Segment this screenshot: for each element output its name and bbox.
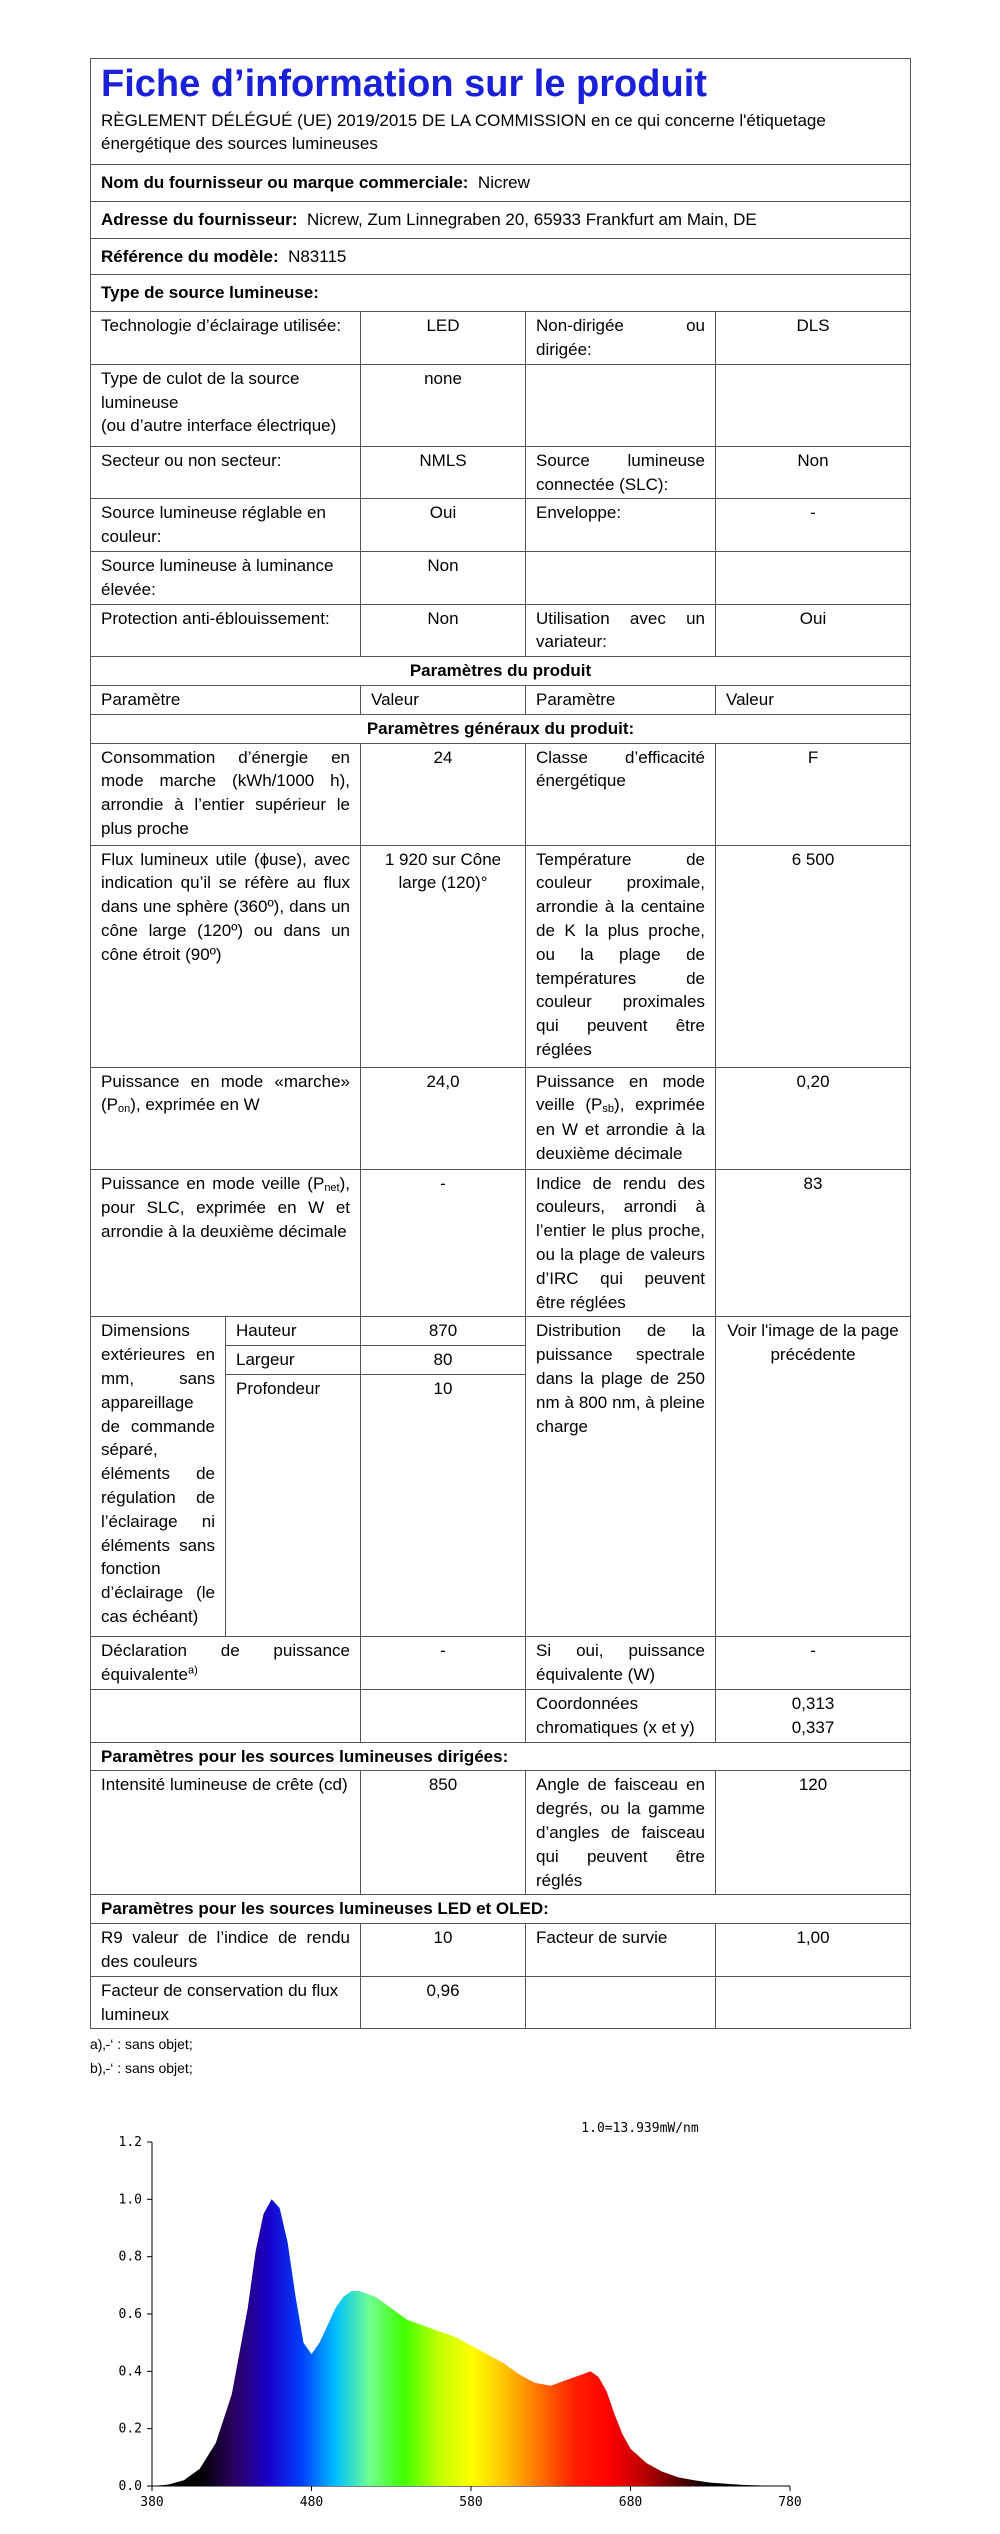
equivalent-power-value: - <box>361 1637 526 1690</box>
y-tick-label: 0.6 <box>118 2307 142 2322</box>
regulation-text: RÈGLEMENT DÉLÉGUÉ (UE) 2019/2015 DE LA COMMISSION en ce qui concerne l'étiquetage énergétique des sources lumineuses <box>101 110 826 154</box>
lumen-maintenance-label: Facteur de conservation du flux lumineux <box>91 1976 361 2029</box>
standby-power-value: 0,20 <box>716 1067 911 1169</box>
y-tick-label: 0.0 <box>118 2479 142 2494</box>
lumen-maintenance-value: 0,96 <box>361 1976 526 2029</box>
x-tick-label: 680 <box>618 2495 643 2510</box>
footnote-a: a)‚-‘ : sans objet; <box>90 2036 193 2053</box>
survival-factor-value: 1,00 <box>716 1924 911 1977</box>
peak-intensity-value: 850 <box>361 1771 526 1895</box>
supplier-address-label: Adresse du fournisseur: <box>101 209 298 229</box>
cap-label-2: (ou d’autre interface électrique) <box>101 416 337 436</box>
tech-value: LED <box>361 312 526 365</box>
slc-label: Source lumineuse connectée (SLC): <box>526 446 716 499</box>
spectrum-area <box>152 2199 790 2486</box>
column-header-param-2: Paramètre <box>526 686 716 715</box>
dimmer-label: Utilisation avec un variateur: <box>526 604 716 657</box>
survival-factor-label: Facteur de survie <box>526 1924 716 1977</box>
spd-value: Voir l'image de la page précédente <box>716 1317 911 1637</box>
chromaticity-value: 0,313 0,337 <box>716 1690 911 1743</box>
efficiency-class-label: Classe d’efficacité énergétique <box>526 743 716 845</box>
source-type-heading: Type de source lumineuse: <box>91 275 911 312</box>
standby-power-label: Puissance en mode veille $(P_{sb})$, exprimée en W et arrondie à la deuxième décimale <box>526 1067 716 1169</box>
y-tick-label: 0.4 <box>118 2364 142 2380</box>
dimensions-label: Dimensions extérieures en mm, sans appareillage de commande séparé, éléments de régulation de l’éclairage ni éléments sans fonction d’éclairage (le cas échéant) <box>91 1317 226 1637</box>
beam-angle-label: Angle de faisceau en degrés, ou la gamme d’angles de faisceau qui peuvent être réglés <box>526 1771 716 1895</box>
networked-standby-value: - <box>361 1169 526 1317</box>
cap-label: Type de culot de la source lumineuse <box>101 368 300 412</box>
column-header-value-2: Valeur <box>716 686 911 715</box>
energy-consumption-label: Consommation d’énergie en mode marche (kWh/1000 h), arrondie à l’entier supérieur le plus proche <box>91 743 361 845</box>
y-tick-label: 0.2 <box>118 2421 142 2437</box>
x-tick-label: 780 <box>778 2495 802 2510</box>
directional-params-heading: Paramètres pour les sources lumineuses dirigées: <box>91 1742 911 1771</box>
r9-label: R9 valeur de l’indice de rendu des couleurs <box>91 1924 361 1977</box>
chromaticity-label: Coordonnées chromatiques (x et y) <box>526 1690 716 1743</box>
column-header-value: Valeur <box>361 686 526 715</box>
product-params-heading: Paramètres du produit <box>91 657 911 686</box>
depth-label: Profondeur <box>226 1375 361 1637</box>
luminous-flux-label: Flux lumineux utile (ɸuse), avec indication qu’il se réfère au flux dans une sphère (360º), dans un cône large (120º) ou dans un cône étroit (90º) <box>91 845 361 1067</box>
supplier-name-value: Nicrew <box>477 173 530 193</box>
anti-glare-value: Non <box>361 604 526 657</box>
equivalent-power-label: Déclaration de puissance équivalente$^{a)}$ <box>91 1637 361 1690</box>
footnotes <box>90 2033 910 2081</box>
x-tick-label: 480 <box>299 2495 324 2510</box>
y-tick-label: 1.2 <box>118 2135 142 2150</box>
y-tick-label: 1.0 <box>118 2192 142 2208</box>
depth-value: 10 <box>361 1375 526 1637</box>
equivalent-watts-value: - <box>716 1637 911 1690</box>
general-params-heading: Paramètres généraux du produit: <box>91 714 911 743</box>
colour-tunable-label: Source lumineuse réglable en couleur: <box>91 499 361 552</box>
envelope-label: Enveloppe: <box>526 499 716 552</box>
model-value: N83115 <box>288 246 347 266</box>
networked-standby-label: Puissance en mode veille $(P_{net})$, pour SLC, exprimée en W et arrondie à la deuxième décimale <box>91 1169 361 1317</box>
y-tick-label: 0.8 <box>118 2249 142 2265</box>
colour-tunable-value: Oui <box>361 499 526 552</box>
on-mode-power-label: Puissance en mode «marche» $(P_{on})$, exprimée en W <box>91 1067 361 1169</box>
product-information-table <box>90 58 911 2029</box>
luminous-flux-value: 1 920 sur Cône large (120)° <box>361 845 526 1067</box>
spd-label: Distribution de la puissance spectrale dans la plage de 250 nm à 800 nm, à pleine charge <box>526 1317 716 1637</box>
mains-label: Secteur ou non secteur: <box>91 446 361 499</box>
slc-value: Non <box>716 446 911 499</box>
led-params-heading: Paramètres pour les sources lumineuses LED et OLED: <box>91 1895 911 1924</box>
height-label: Hauteur <box>226 1317 361 1346</box>
width-label: Largeur <box>226 1346 361 1375</box>
cri-value: 83 <box>716 1169 911 1317</box>
scale-annotation: 1.0=13.939mW/nm <box>581 2121 699 2136</box>
high-luminance-value: Non <box>361 552 526 605</box>
width-value: 80 <box>361 1346 526 1375</box>
tech-label: Technologie d’éclairage utilisée: <box>91 312 361 365</box>
on-mode-power-value: 24,0 <box>361 1067 526 1169</box>
footnote-b: b)‚-‘ : sans objet; <box>90 2060 193 2077</box>
energy-consumption-value: 24 <box>361 743 526 845</box>
directional-value: DLS <box>716 312 911 365</box>
x-tick-label: 380 <box>140 2495 164 2510</box>
mains-value: NMLS <box>361 446 526 499</box>
model-label: Référence du modèle: <box>101 246 279 266</box>
beam-angle-value: 120 <box>716 1771 911 1895</box>
efficiency-class-value: F <box>716 743 911 845</box>
r9-value: 10 <box>361 1924 526 1977</box>
supplier-name-label: Nom du fournisseur ou marque commerciale: <box>101 173 469 193</box>
supplier-address-value: Nicrew, Zum Linnegraben 20, 65933 Frankfurt am Main, DE <box>306 209 757 229</box>
x-tick-label: 580 <box>459 2495 483 2510</box>
cct-value: 6 500 <box>716 845 911 1067</box>
product-sheet <box>90 58 910 2081</box>
cap-value: none <box>361 364 526 446</box>
cri-label: Indice de rendu des couleurs, arrondi à l’entier le plus proche, ou la plage de valeurs d’IRC qui peuvent être réglées <box>526 1169 716 1317</box>
spectral-distribution-chart <box>90 2120 810 2520</box>
column-header-param: Paramètre <box>91 686 361 715</box>
anti-glare-label: Protection anti-éblouissement: <box>91 604 361 657</box>
high-luminance-label: Source lumineuse à luminance élevée: <box>91 552 361 605</box>
dimmer-value: Oui <box>716 604 911 657</box>
page-title: Fiche d’information sur le produit <box>101 63 707 105</box>
height-value: 870 <box>361 1317 526 1346</box>
peak-intensity-label: Intensité lumineuse de crête (cd) <box>91 1771 361 1895</box>
directional-label: Non-dirigée ou dirigée: <box>526 312 716 365</box>
envelope-value: - <box>716 499 911 552</box>
equivalent-watts-label: Si oui, puissance équivalente (W) <box>526 1637 716 1690</box>
cct-label: Température de couleur proximale, arrondie à la centaine de K la plus proche, ou la plage de températures de couleur proximales qui peuvent être réglées <box>526 845 716 1067</box>
